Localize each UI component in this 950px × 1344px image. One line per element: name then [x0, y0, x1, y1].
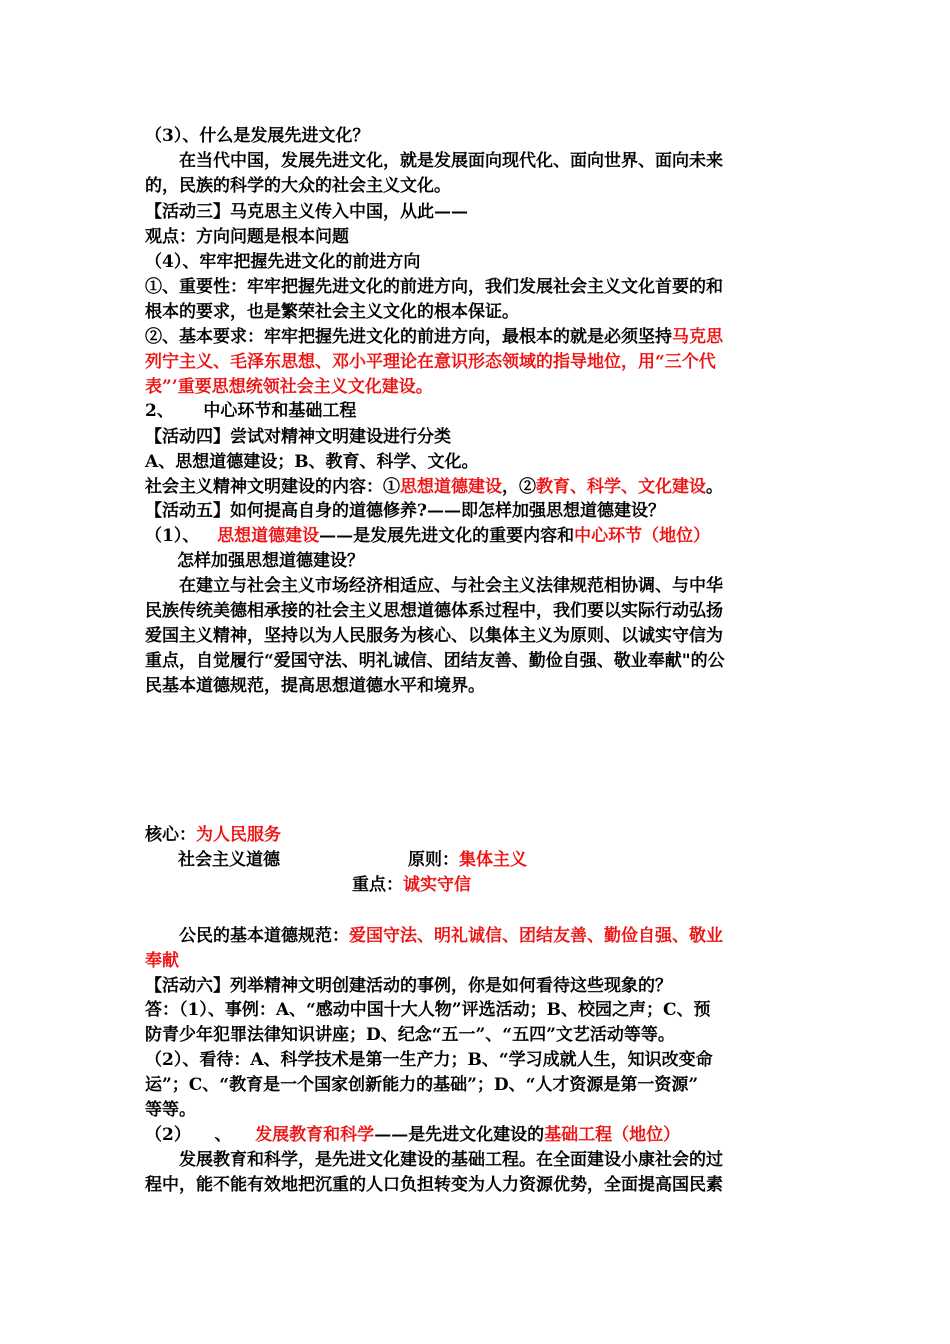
point-2-text: ——是先进文化建设的	[374, 1125, 545, 1145]
principle-line	[408, 848, 708, 872]
activity-4-heading: 【活动四】尝试对精神文明建设进行分类	[145, 427, 451, 447]
content-highlight: 教育、科学、文化建设	[536, 477, 706, 497]
core-value: 为人民服务	[196, 825, 281, 845]
point-1-line	[145, 524, 805, 548]
answer-line: 运”；C、“教育是一个国家创新能力的基础”；D、“人才资源是第一资源”	[145, 1075, 699, 1095]
requirement-highlight-line: 列宁主义、毛泽东思想、邓小平理论在意识形态领域的指导地位，用“三个代	[145, 352, 716, 372]
paragraph-line: 程中，能不能有效地把沉重的人口负担转变为人力资源优势，全面提高国民素	[145, 1175, 723, 1195]
section-4-title: （4）、牢牢把握先进文化的前进方向	[145, 252, 421, 272]
norm-value-cont: 奉献	[145, 951, 179, 971]
answer-line: 答：（1）、事例：A、“感动中国十大人物”评选活动；B、校园之声；C、预	[145, 1000, 711, 1020]
activity-6-heading: 【活动六】列举精神文明创建活动的事例，你是如何看待这些现象的？	[145, 976, 672, 996]
importance-line: ①、重要性：牢牢把握先进文化的前进方向，我们发展社会主义文化首要的和	[145, 277, 723, 297]
paragraph-line: 在建立与社会主义市场经济相适应、与社会主义法律规范相协调、与中华	[179, 576, 723, 596]
requirement-highlight-line: 表”’重要思想统领社会主义文化建设。	[145, 377, 433, 397]
norm-label: 公民的基本道德规范：	[179, 926, 349, 946]
point-2-number: （2） 、	[145, 1125, 256, 1145]
content-separator: ，②	[502, 477, 536, 497]
viewpoint-line: 观点：方向问题是根本问题	[145, 227, 349, 247]
point-1-status: 中心环节（地位）	[574, 526, 711, 546]
point-1-highlight: 思想道德建设	[217, 526, 320, 546]
classification-line: A、思想道德建设；B、教育、科学、文化。	[145, 452, 479, 472]
point-2-status: 基础工程（地位）	[544, 1125, 681, 1145]
importance-line: 根本的要求，也是繁荣社会主义文化的根本保证。	[145, 302, 519, 322]
section-3-title: （3）、什么是发展先进文化？	[145, 126, 370, 146]
content-line	[145, 475, 805, 499]
norm-line	[145, 924, 839, 948]
paragraph-line: 爱国主义精神，坚持以为人民服务为核心、以集体主义为原则、以诚实守信为	[145, 626, 723, 646]
principle-label: 原则：	[408, 850, 459, 870]
question-line: 怎样加强思想道德建设？	[177, 551, 364, 571]
answer-line: 等等。	[145, 1100, 196, 1120]
requirement-line	[145, 325, 805, 349]
point-2-line	[145, 1123, 805, 1147]
paragraph-line: 民族传统美德相承接的社会主义思想道德体系过程中，我们要以实际行动弘扬	[145, 601, 723, 621]
point-2-highlight: 发展教育和科学	[255, 1125, 375, 1145]
requirement-text: ②、基本要求：牢牢把握先进文化的前进方向，最根本的就是必须坚持	[145, 327, 672, 347]
paragraph-line: 的，民族的科学的大众的社会主义文化。	[145, 176, 451, 196]
section-2-title: 2、 中心环节和基础工程	[145, 401, 357, 421]
requirement-highlight: 马克思	[672, 327, 723, 347]
paragraph-line: 重点，自觉履行“爱国守法、明礼诚信、团结友善、勤俭自强、敬业奉献"的公	[145, 651, 725, 671]
paragraph-line: 在当代中国，发展先进文化，就是发展面向现代化、面向世界、面向未来	[179, 151, 723, 171]
norm-value: 爱国守法、明礼诚信、团结友善、勤俭自强、敬业	[349, 926, 723, 946]
content-label: 社会主义精神文明建设的内容：①	[145, 477, 400, 497]
activity-5-heading: 【活动五】如何提高自身的道德修养?——即怎样加强思想道德建设？	[145, 501, 665, 521]
paragraph-line: 民基本道德规范，提高思想道德水平和境界。	[145, 676, 485, 696]
principle-value: 集体主义	[459, 850, 527, 870]
focus-line	[352, 873, 652, 897]
paragraph-line: 发展教育和科学，是先进文化建设的基础工程。在全面建设小康社会的过	[179, 1150, 723, 1170]
core-line	[145, 823, 805, 847]
content-highlight: 思想道德建设	[400, 477, 502, 497]
point-1-text: ——是发展先进文化的重要内容和	[319, 526, 575, 546]
point-1-number: （1）、	[145, 526, 200, 546]
focus-value: 诚实守信	[403, 875, 471, 895]
core-label: 核心：	[145, 825, 196, 845]
content-end: 。	[706, 477, 723, 497]
answer-line: （2）、看待：A、科学技术是第一生产力；B、“学习成就人生，知识改变命	[145, 1050, 713, 1070]
moral-label: 社会主义道德	[178, 850, 280, 870]
activity-3-heading: 【活动三】马克思主义传入中国，从此——	[145, 202, 468, 222]
answer-line: 防青少年犯罪法律知识讲座；D、纪念“五一”、“五四”文艺活动等等。	[145, 1025, 675, 1045]
focus-label: 重点：	[352, 875, 403, 895]
